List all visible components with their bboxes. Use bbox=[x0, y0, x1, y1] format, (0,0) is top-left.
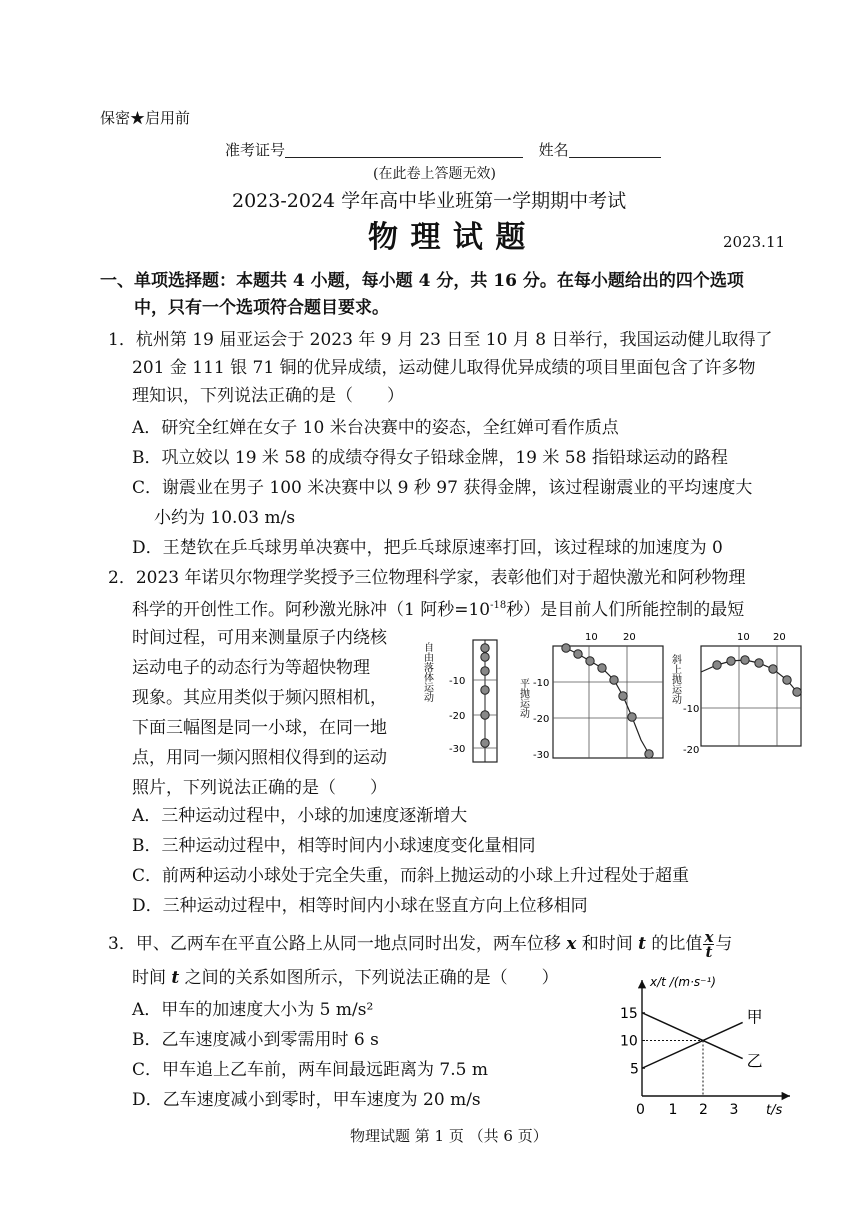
q1-stem-line3: 理知识，下列说法正确的是（ ） bbox=[132, 386, 404, 406]
ball bbox=[574, 650, 582, 658]
ball bbox=[481, 653, 489, 661]
ball bbox=[481, 711, 489, 719]
series-line-yi bbox=[642, 1013, 743, 1059]
confidential-mark: 保密★启用前 bbox=[100, 109, 191, 127]
ball bbox=[741, 656, 749, 664]
q3-fraction: $\frac{x}{t}$ bbox=[704, 928, 714, 961]
series-label: 甲 bbox=[746, 1007, 763, 1027]
ball bbox=[628, 713, 636, 721]
x-tick-label: 1 bbox=[668, 1102, 678, 1118]
ball bbox=[645, 750, 653, 758]
q1-option-b: B．巩立姣以 19 米 58 的成绩夺得女子铅球金牌，19 米 58 指铅球运动的路程 bbox=[132, 448, 728, 468]
q3-stem-line2: 时间 t 之间的关系如图所示，下列说法正确的是（ ） bbox=[132, 968, 559, 988]
fig-oblique-projectile bbox=[670, 632, 802, 756]
fig3-tick-10: -10 bbox=[683, 704, 700, 715]
fig2-tick-20: -20 bbox=[533, 714, 550, 725]
fig3-top-tick-10: 10 bbox=[737, 632, 750, 643]
q1-option-c-cont: 小约为 10.03 m/s bbox=[154, 508, 296, 528]
page-title: 物 理 试 题 bbox=[368, 220, 527, 255]
q2-stem-line2: 科学的开创性工作。阿秒激光脉冲（1 阿秒$=10^{-18}$秒）是目前人们所能控制的最短 bbox=[132, 600, 745, 620]
answer-note: (在此卷上答题无效) bbox=[373, 166, 496, 182]
ball bbox=[755, 659, 763, 667]
fig1-tick-30: -30 bbox=[449, 744, 466, 755]
ball bbox=[586, 657, 594, 665]
x-tick-label: 0 bbox=[636, 1102, 645, 1118]
exam-title: 2023-2024 学年高中毕业班第一学期期中考试 bbox=[232, 190, 627, 212]
ball bbox=[793, 688, 801, 696]
ball bbox=[769, 665, 777, 673]
q2-wrap-line1: 时间过程，可用来测量原子内绕核 bbox=[132, 628, 387, 648]
series-label: 乙 bbox=[746, 1051, 763, 1071]
q1-option-a: A．研究全红婵在女子 10 米台决赛中的姿态，全红婵可看作质点 bbox=[132, 418, 619, 438]
x-tick-label: 3 bbox=[729, 1102, 739, 1118]
ball bbox=[481, 739, 489, 747]
q3-option-c: C．甲车追上乙车前，两车间最远距离为 7.5 m bbox=[132, 1060, 488, 1080]
y-tick-label: 5 bbox=[630, 1061, 639, 1078]
ball bbox=[562, 644, 570, 652]
y-tick-label: 15 bbox=[620, 1005, 638, 1022]
fig2-top-tick-20: 20 bbox=[623, 632, 636, 643]
ball bbox=[783, 676, 791, 684]
q2-wrap-line3: 现象。其应用类似于频闪照相机， bbox=[132, 688, 387, 708]
fig3-top-tick-20: 20 bbox=[773, 632, 786, 643]
y-tick-label: 10 bbox=[620, 1033, 638, 1050]
page-footer: 物理试题 第 1 页 （共 6 页） bbox=[350, 1127, 548, 1145]
q2-stem-line1: 2．2023 年诺贝尔物理学奖授予三位物理科学家，表彰他们对于超快激光和阿秒物理 bbox=[108, 568, 746, 588]
fig2-tick-30: -30 bbox=[533, 750, 550, 761]
fig1-tick-10: -10 bbox=[449, 676, 466, 687]
section-heading: 一、单项选择题：本题共 4 小题，每小题 4 分，共 16 分。在每小题给出的四个选项 bbox=[100, 271, 744, 291]
q3-option-d: D．乙车速度减小到零时，甲车速度为 20 m/s bbox=[132, 1090, 481, 1110]
section-heading-cont: 中，只有一个选项符合题目要求。 bbox=[134, 298, 389, 318]
name-field[interactable] bbox=[569, 139, 661, 158]
fig1-tick-20: -20 bbox=[449, 711, 466, 722]
fig3-label: 斜上抛运动 bbox=[669, 654, 681, 704]
q1-stem-line2: 201 金 111 银 71 铜的优异成绩，运动健儿取得优异成绩的项目里面包含了许多物 bbox=[132, 358, 756, 378]
q2-wrap-line2: 运动电子的动态行为等超快物理 bbox=[132, 658, 370, 678]
fig-horizontal-projectile bbox=[518, 632, 664, 761]
x-axis-label: t/s bbox=[766, 1103, 783, 1118]
ball bbox=[619, 692, 627, 700]
q2-option-c: C．前两种运动小球处于完全失重，而斜上抛运动的小球上升过程处于超重 bbox=[132, 866, 690, 886]
ball bbox=[481, 686, 489, 694]
q2-wrap-line6: 照片，下列说法正确的是（ ） bbox=[132, 778, 387, 798]
q2-option-d: D．三种运动过程中，相等时间内小球在竖直方向上位移相同 bbox=[132, 896, 588, 916]
q1-option-d: D．王楚钦在乒乓球男单决赛中，把乒乓球原速率打回，该过程球的加速度为 0 bbox=[132, 538, 723, 558]
series-line-jia bbox=[642, 1022, 743, 1068]
ball bbox=[713, 661, 721, 669]
name-label: 姓名 bbox=[538, 141, 569, 159]
exam-date: 2023.11 bbox=[723, 233, 786, 251]
fig-free-fall bbox=[422, 640, 498, 762]
q3-stem-line1: 3．甲、乙两车在平直公路上从同一地点同时出发，两车位移 x 和时间 t 的比值 $\frac{x}{t}$ 与 bbox=[108, 928, 733, 961]
fig3-tick-20: -20 bbox=[683, 745, 700, 756]
ball bbox=[481, 644, 489, 652]
q1-stem-line1: 1．杭州第 19 届亚运会于 2023 年 9 月 23 日至 10 月 8 日举行，我国运动健儿取得了 bbox=[108, 330, 773, 350]
q2-wrap-line4: 下面三幅图是同一小球，在同一地 bbox=[132, 718, 387, 738]
fig2-label: 平抛运动 bbox=[517, 678, 529, 718]
x-tick-label: 2 bbox=[699, 1102, 708, 1118]
q2-option-a: A．三种运动过程中，小球的加速度逐渐增大 bbox=[132, 806, 468, 826]
ball bbox=[610, 676, 618, 684]
exam-id-field[interactable] bbox=[285, 139, 523, 158]
q2-option-b: B．三种运动过程中，相等时间内小球速度变化量相同 bbox=[132, 836, 536, 856]
ball bbox=[727, 657, 735, 665]
ball bbox=[598, 664, 606, 672]
ball bbox=[481, 667, 489, 675]
fig2-tick-10: -10 bbox=[533, 678, 550, 689]
fig1-label: 自由落体运动 bbox=[421, 642, 433, 702]
y-axis-label: x/t /(m·s⁻¹) bbox=[650, 975, 716, 989]
q2-wrap-line5: 点，用同一频闪照相仪得到的运动 bbox=[132, 748, 387, 768]
q3-chart bbox=[600, 968, 800, 1118]
q3-option-a: A．甲车的加速度大小为 5 m/s² bbox=[132, 1000, 374, 1020]
exam-id-label: 准考证号 bbox=[225, 141, 286, 159]
q1-option-c: C．谢震业在男子 100 米决赛中以 9 秒 97 获得金牌，该过程谢震业的平均速度大 bbox=[132, 478, 753, 498]
q2-strobe-figures bbox=[421, 630, 815, 770]
fig2-top-tick-10: 10 bbox=[585, 632, 598, 643]
q3-option-b: B．乙车速度减小到零需用时 6 s bbox=[132, 1030, 379, 1050]
